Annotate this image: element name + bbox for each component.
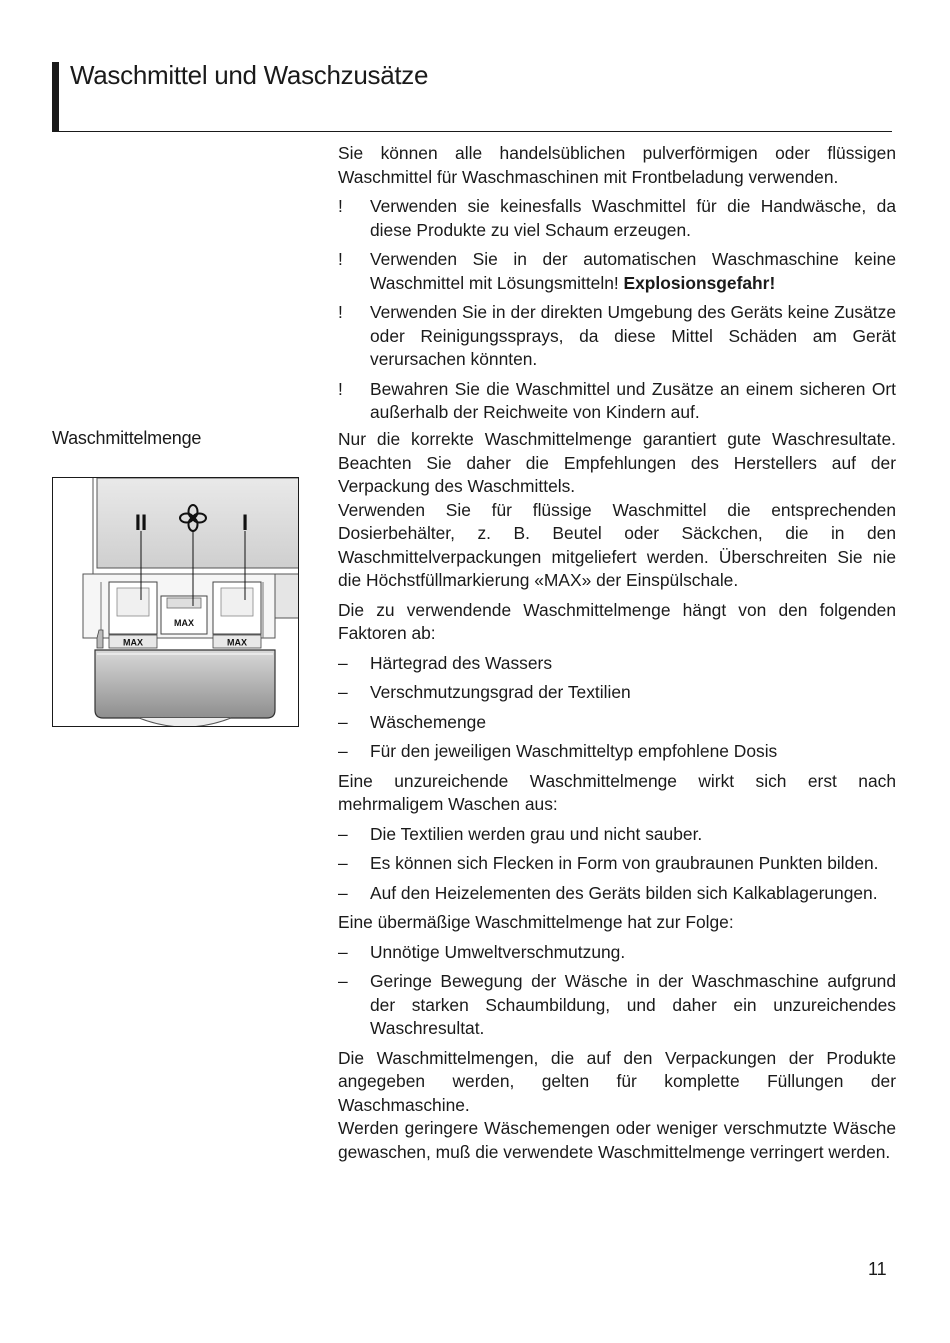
excess-intro: Eine übermäßige Waschmittelmenge hat zur Folge: bbox=[338, 912, 734, 932]
dash-bullet: – bbox=[338, 941, 348, 962]
list-item-text: Geringe Bewegung der Wäsche in der Waschmaschine aufgrund der starken Schaumbildung, und daher ein unzureichendes Waschresultat. bbox=[370, 971, 896, 1038]
exclamation-icon: ! bbox=[338, 378, 343, 399]
warning-item bbox=[338, 301, 896, 372]
list-item bbox=[338, 882, 896, 906]
warning-text: Bewahren Sie die Waschmittel und Zusätze an einem sicheren Ort außerhalb der Reichweite von Kindern auf. bbox=[370, 378, 896, 422]
closing-paragraph: Die Waschmittelmengen, die auf den Verpackungen der Produkte angegeben werden, gelten für komplette Füllungen der Waschmaschine. bbox=[338, 1047, 896, 1115]
page-number: 11 bbox=[868, 1259, 887, 1279]
compartment-label-i: I bbox=[241, 510, 249, 535]
warning-item bbox=[338, 195, 896, 242]
insufficient-intro: Eine unzureichende Waschmittelmenge wirkt sich erst nach mehrmaligem Waschen aus: bbox=[338, 770, 896, 814]
dash-bullet: – bbox=[338, 682, 348, 702]
dash-bullet: – bbox=[338, 823, 348, 844]
list-item bbox=[338, 823, 896, 847]
detergent-drawer-figure bbox=[52, 477, 299, 727]
warning-text: Verwenden Sie in der direkten Umgebung des Geräts keine Zusätze oder Reinigungssprays, da diese Mittel Schäden am Gerät verursachen könnten. bbox=[370, 302, 896, 369]
max-mark-left: MAX bbox=[123, 637, 143, 648]
dispenser-paragraph: Verwenden Sie für flüssige Waschmittel die entsprechenden Dosierbehälter, z. B. Beutel oder Säckchen, die in den Waschmittelverpackungen mitgeliefert werden. Überschreiten Sie nie die Höchstfüllmarkierung «MAX» der Einspülschale. bbox=[338, 499, 896, 590]
dash-bullet: – bbox=[338, 971, 348, 991]
factors-intro: Die zu verwendende Waschmittelmenge hängt von den folgenden Faktoren ab: bbox=[338, 599, 896, 643]
page-title: Waschmittel und Waschzusätze bbox=[70, 60, 429, 90]
list-item-text: Die Textilien werden grau und nicht sauber. bbox=[370, 823, 703, 844]
intro-paragraph: Sie können alle handelsüblichen pulverförmigen oder flüssigen Waschmittel für Waschmaschinen mit Frontbeladung verwenden. bbox=[338, 143, 896, 187]
list-item bbox=[338, 711, 896, 735]
dash-bullet: – bbox=[338, 882, 348, 903]
main-column bbox=[338, 142, 896, 425]
dosage-column bbox=[338, 428, 896, 1164]
warning-text: Verwenden sie keinesfalls Waschmittel für die Handwäsche, da diese Produkte zu viel Schaum erzeugen. bbox=[370, 196, 896, 240]
list-item bbox=[338, 941, 896, 965]
list-item bbox=[338, 681, 896, 705]
list-item bbox=[338, 852, 896, 876]
dash-bullet: – bbox=[338, 853, 348, 873]
list-item-text: Härtegrad des Wassers bbox=[370, 652, 553, 673]
list-item-text: Auf den Heizelementen des Geräts bilden sich Kalkablagerungen. bbox=[370, 882, 878, 903]
list-item-text: Wäschemenge bbox=[370, 711, 486, 732]
exclamation-icon: ! bbox=[338, 302, 343, 322]
dosage-paragraph: Nur die korrekte Waschmittelmenge garantiert gute Waschresultate. Beachten Sie daher die Empfehlungen des Herstellers auf der Verpackung des Waschmittels. bbox=[338, 429, 896, 496]
warning-emphasis: Explosionsgefahr! bbox=[623, 272, 776, 293]
title-underline bbox=[52, 131, 892, 132]
exclamation-icon: ! bbox=[338, 249, 343, 269]
max-mark-middle: MAX bbox=[174, 618, 194, 628]
list-item-text: Es können sich Flecken in Form von graubraunen Punkten bilden. bbox=[370, 853, 879, 873]
section-heading: Waschmittelmenge bbox=[52, 428, 202, 448]
compartment-label-ii: II bbox=[134, 510, 148, 535]
closing-paragraph-2: Werden geringere Wäschemengen oder weniger verschmutzte Wäsche gewaschen, muß die verwendete Waschmittelmenge verringert werden. bbox=[338, 1118, 896, 1162]
dash-bullet: – bbox=[338, 741, 348, 761]
list-item bbox=[338, 652, 896, 676]
exclamation-icon: ! bbox=[338, 196, 343, 216]
max-mark-right: MAX bbox=[227, 637, 247, 648]
list-item bbox=[338, 970, 896, 1041]
warning-text: Verwenden Sie in der automatischen Waschmaschine keine Waschmittel mit Lösungsmitteln! bbox=[370, 249, 896, 293]
dash-bullet: – bbox=[338, 652, 348, 673]
list-item-text: Für den jeweiligen Waschmitteltyp empfohlene Dosis bbox=[370, 741, 778, 761]
list-item-text: Unnötige Umweltverschmutzung. bbox=[370, 941, 626, 962]
warning-item bbox=[338, 378, 896, 425]
list-item bbox=[338, 740, 896, 764]
warning-item bbox=[338, 248, 896, 295]
list-item-text: Verschmutzungsgrad der Textilien bbox=[370, 682, 631, 702]
dash-bullet: – bbox=[338, 711, 348, 732]
title-accent-bar bbox=[52, 62, 59, 132]
